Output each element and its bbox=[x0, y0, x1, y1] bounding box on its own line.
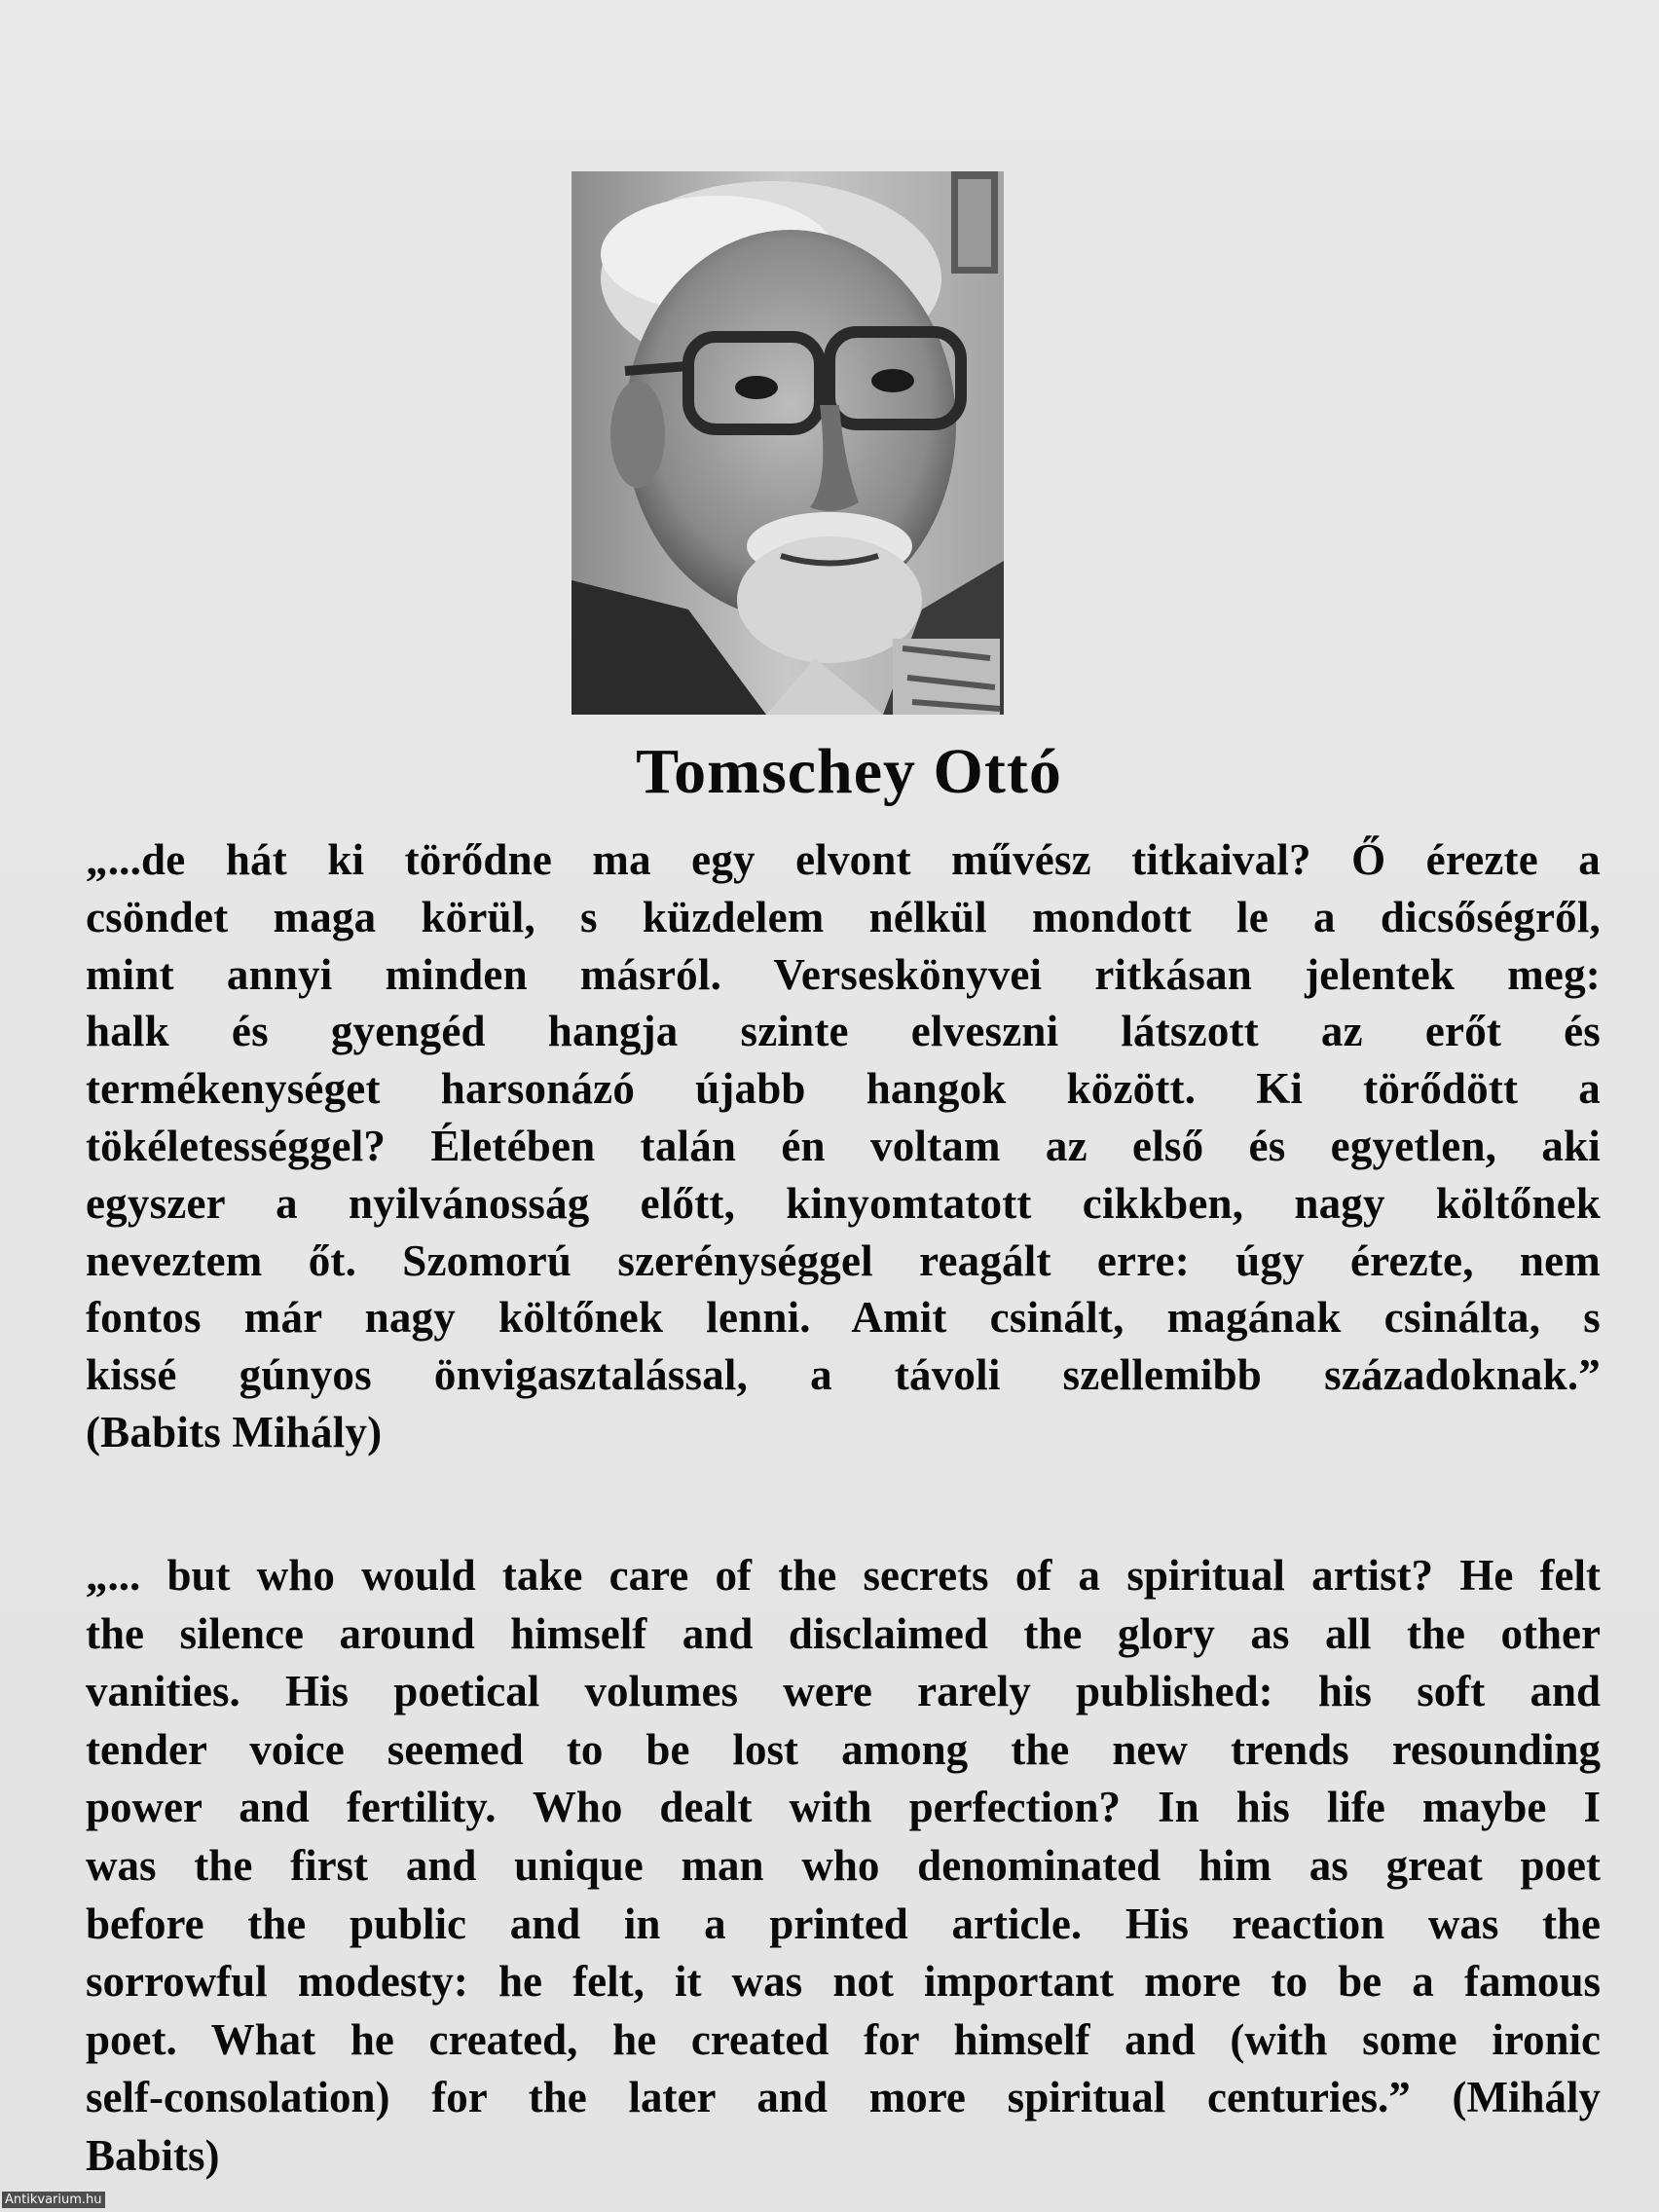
quote-line: tender voice seemed to be lost among the new trends resounding bbox=[86, 1724, 1601, 1774]
quote-line: „... but who would take care of the secrets of a spiritual artist? He felt bbox=[86, 1551, 1601, 1600]
quote-line: poet. What he created, he created for himself and (with some ironic bbox=[86, 2014, 1601, 2064]
quote-line: kissé gúnyos önvigasztalással, a távoli szellemibb századoknak.” bbox=[86, 1350, 1601, 1400]
quote-line: neveztem őt. Szomorú szerénységgel reagált erre: úgy érezte, nem bbox=[86, 1235, 1601, 1285]
quote-line: sorrowful modesty: he felt, it was not important more to be a famous bbox=[86, 1957, 1601, 2007]
quote-line: halk és gyengéd hangja szinte elveszni látszott az erőt és bbox=[86, 1007, 1601, 1056]
hungarian-quote bbox=[86, 831, 1601, 1461]
quote-line: „...de hát ki törődne ma egy elvont művész titkaival? Ő érezte a bbox=[86, 835, 1601, 884]
quote-line: tökéletességgel? Életében talán én voltam az első és egyetlen, aki bbox=[86, 1121, 1601, 1170]
quote-line: egyszer a nyilvánosság előtt, kinyomtatott cikkben, nagy költőnek bbox=[86, 1178, 1601, 1228]
quote-line: before the public and in a printed article. His reaction was the bbox=[86, 1899, 1601, 1948]
watermark: Antikvarium.hu bbox=[2, 2192, 105, 2208]
quote-line: csöndet maga körül, s küzdelem nélkül mondott le a dicsőségről, bbox=[86, 892, 1601, 941]
quote-attribution: (Babits Mihály) bbox=[86, 1407, 383, 1456]
author-portrait-photo bbox=[571, 171, 1004, 715]
author-name: Tomschey Ottó bbox=[636, 736, 1062, 807]
quote-line: self-consolation) for the later and more spiritual centuries.” (Mihály bbox=[86, 2073, 1601, 2122]
quote-attribution: Babits) bbox=[86, 2130, 220, 2180]
quote-line: vanities. His poetical volumes were rarely published: his soft and bbox=[86, 1667, 1601, 1716]
english-quote bbox=[86, 1547, 1601, 2186]
quote-line: power and fertility. Who dealt with perfection? In his life maybe I bbox=[86, 1783, 1601, 1832]
quote-line: termékenységet harsonázó újabb hangok között. Ki törődött a bbox=[86, 1064, 1601, 1114]
quote-line: the silence around himself and disclaimed the glory as all the other bbox=[86, 1608, 1601, 1658]
quote-line: mint annyi minden másról. Verseskönyvei ritkásan jelentek meg: bbox=[86, 949, 1601, 999]
quote-line: fontos már nagy költőnek lenni. Amit csinált, magának csinálta, s bbox=[86, 1293, 1601, 1343]
quote-line: was the first and unique man who denominated him as great poet bbox=[86, 1840, 1601, 1890]
